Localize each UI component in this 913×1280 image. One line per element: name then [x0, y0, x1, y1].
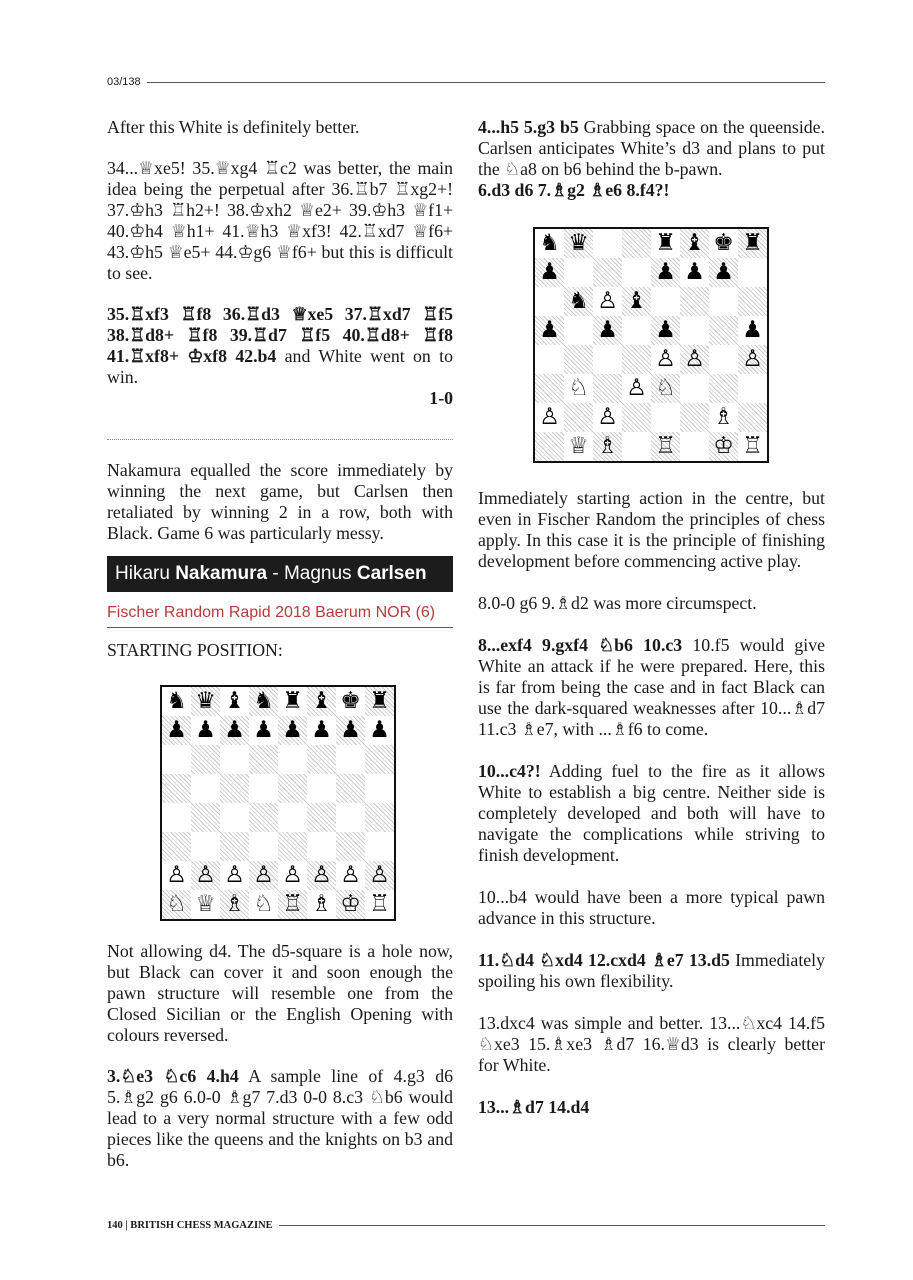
square-b4: [564, 345, 593, 374]
square-f2: [307, 861, 336, 890]
square-b3: [564, 374, 593, 403]
square-d4: [249, 803, 278, 832]
moves-line: [478, 180, 825, 201]
black-pawn-icon: ♟: [369, 717, 390, 743]
square-b1: [191, 890, 220, 919]
page-footer: [107, 1217, 825, 1233]
square-g5: [336, 774, 365, 803]
moves-paragraph: [478, 117, 825, 180]
square-e4: [278, 803, 307, 832]
square-g8: [336, 687, 365, 716]
white-bishop-icon: ♗: [597, 433, 618, 459]
black-pawn-icon: ♟: [539, 317, 560, 343]
square-g8: [709, 229, 738, 258]
square-c1: [220, 890, 249, 919]
white-pawn-icon: ♙: [253, 862, 274, 888]
black-pawn-icon: ♟: [311, 717, 332, 743]
comment-text: and White went on to win.: [107, 346, 453, 387]
title-separator: - Magnus: [267, 563, 357, 584]
square-e1: [651, 432, 680, 461]
square-b6: [191, 745, 220, 774]
square-e1: [278, 890, 307, 919]
square-c4: [220, 803, 249, 832]
square-a6: [162, 745, 191, 774]
right-column: [478, 117, 825, 1118]
black-pawn-icon: ♟: [655, 317, 676, 343]
square-d5: [622, 316, 651, 345]
black-knight-icon: ♞: [568, 288, 589, 314]
square-f4: [680, 345, 709, 374]
black-rook-icon: ♜: [369, 688, 390, 714]
square-f8: [680, 229, 709, 258]
black-pawn-icon: ♟: [713, 259, 734, 285]
square-b3: [191, 832, 220, 861]
square-e5: [651, 316, 680, 345]
square-g7: [709, 258, 738, 287]
square-f3: [307, 832, 336, 861]
square-c4: [593, 345, 622, 374]
white-king-icon: ♔: [713, 433, 734, 459]
square-b7: [564, 258, 593, 287]
square-g2: [709, 403, 738, 432]
square-g3: [709, 374, 738, 403]
dotted-divider: [107, 439, 453, 440]
start-board-wrapper: [160, 685, 453, 921]
square-f6: [307, 745, 336, 774]
square-g5: [709, 316, 738, 345]
black-rook-icon: ♜: [282, 688, 303, 714]
white-queen-icon: ♕: [568, 433, 589, 459]
white-bishop-icon: ♗: [713, 404, 734, 430]
white-rook-icon: ♖: [369, 891, 390, 917]
square-d7: [622, 258, 651, 287]
black-queen-icon: ♛: [568, 230, 589, 256]
white-pawn-icon: ♙: [224, 862, 245, 888]
square-d2: [622, 403, 651, 432]
square-h3: [738, 374, 767, 403]
moves-paragraph: [107, 304, 453, 388]
square-a7: [162, 716, 191, 745]
square-e5: [278, 774, 307, 803]
square-e6: [278, 745, 307, 774]
black-pawn-icon: ♟: [684, 259, 705, 285]
bold-moves: 6.d3 d6 7.♗g2 ♗e6 8.f4?!: [478, 180, 670, 200]
white-first-name: Hikaru: [115, 563, 176, 584]
square-f5: [680, 316, 709, 345]
square-d8: [622, 229, 651, 258]
white-pawn-icon: ♙: [742, 346, 763, 372]
square-f8: [307, 687, 336, 716]
square-f5: [307, 774, 336, 803]
black-pawn-icon: ♟: [166, 717, 187, 743]
paragraph: Nakamura equalled the score immediately by winning the next game, but Carlsen then retaliated by winning 2 in a row, both with Black. Game 6 was particularly messy.: [107, 460, 453, 543]
variation-paragraph: 34...♕xe5! 35.♕xg4 ♖c2 was better, the main idea being the perpetual after 36.♖b7 ♖xg2+! 37.♔h3 ♖h2+! 38.♔xh2 ♕e2+ 39.♔h3 ♕f1+ 40.♔h4 ♕h1+ 41.♕h3 ♕xf3! 42.♖xd7 ♕f6+ 43.♔h5 ♕e5+ 44.♔g6 ♕f6+ but this is difficult to see.: [107, 158, 453, 283]
black-knight-icon: ♞: [539, 230, 560, 256]
square-b2: [191, 861, 220, 890]
square-h2: [738, 403, 767, 432]
black-pawn-icon: ♟: [597, 317, 618, 343]
square-h6: [738, 287, 767, 316]
square-h4: [738, 345, 767, 374]
square-c3: [593, 374, 622, 403]
white-pawn-icon: ♙: [655, 346, 676, 372]
square-b8: [191, 687, 220, 716]
white-pawn-icon: ♙: [369, 862, 390, 888]
black-pawn-icon: ♟: [539, 259, 560, 285]
square-h1: [738, 432, 767, 461]
square-g1: [709, 432, 738, 461]
square-b1: [564, 432, 593, 461]
white-knight-icon: ♘: [166, 891, 187, 917]
square-h4: [365, 803, 394, 832]
square-e4: [651, 345, 680, 374]
square-e6: [651, 287, 680, 316]
square-h5: [365, 774, 394, 803]
square-f1: [307, 890, 336, 919]
square-e7: [651, 258, 680, 287]
white-pawn-icon: ♙: [282, 862, 303, 888]
black-knight-icon: ♞: [253, 688, 274, 714]
white-pawn-icon: ♙: [597, 404, 618, 430]
comment-text: Adding fuel to the fire as it allows White to establish a big centre. Neither side is completely developed and both will have to navigate the complications while striving to finish development.: [478, 761, 825, 865]
white-queen-icon: ♕: [195, 891, 216, 917]
square-d8: [249, 687, 278, 716]
bold-moves: 10...c4?!: [478, 761, 541, 781]
black-queen-icon: ♛: [195, 688, 216, 714]
moves-paragraph: [107, 1066, 453, 1171]
square-h6: [365, 745, 394, 774]
square-a2: [535, 403, 564, 432]
white-rook-icon: ♖: [282, 891, 303, 917]
comment-text: Immediately spoiling his own flexibility.: [478, 950, 825, 991]
square-d3: [249, 832, 278, 861]
white-knight-icon: ♘: [253, 891, 274, 917]
square-g7: [336, 716, 365, 745]
bold-moves: 8...exf4 9.gxf4 ♘b6 10.c3: [478, 635, 683, 655]
white-rook-icon: ♖: [742, 433, 763, 459]
page-header: [107, 74, 825, 90]
white-pawn-icon: ♙: [166, 862, 187, 888]
square-a1: [535, 432, 564, 461]
square-d1: [249, 890, 278, 919]
black-pawn-icon: ♟: [195, 717, 216, 743]
black-bishop-icon: ♝: [684, 230, 705, 256]
square-g2: [336, 861, 365, 890]
white-pawn-icon: ♙: [684, 346, 705, 372]
comment-text: Grabbing space on the queenside. Carlsen anticipates White’s d3 and plans to put the ♘a8 on b6 behind the b-pawn.: [478, 117, 825, 179]
paragraph: 10...b4 would have been a more typical pawn advance in this structure.: [478, 887, 825, 928]
black-pawn-icon: ♟: [253, 717, 274, 743]
moves-paragraph: [478, 950, 825, 992]
square-b4: [191, 803, 220, 832]
square-f1: [680, 432, 709, 461]
paragraph: 13.dxc4 was simple and better. 13...♘xc4 14.f5 ♘xe3 15.♗xe3 ♗d7 16.♕d3 is clearly better for White.: [478, 1013, 825, 1075]
square-a8: [162, 687, 191, 716]
white-rook-icon: ♖: [655, 433, 676, 459]
starting-position-board: [160, 685, 396, 921]
white-surname: Nakamura: [175, 563, 268, 584]
game-result: 1-0: [429, 388, 453, 408]
square-c8: [593, 229, 622, 258]
black-surname: Carlsen: [356, 563, 427, 584]
white-knight-icon: ♘: [655, 375, 676, 401]
bold-moves: 35.♖xf3 ♖f8 36.♖d3 ♕xe5 37.♖xd7 ♖f5 38.♖d8+ ♖f8 39.♖d7 ♖f5 40.♖d8+ ♖f8 41.♖xf8+ ♔xf8 42.b4: [107, 304, 453, 366]
footer-rule: [279, 1225, 825, 1226]
game-position-board: [533, 227, 769, 463]
square-c5: [593, 316, 622, 345]
square-c7: [220, 716, 249, 745]
square-h1: [365, 890, 394, 919]
square-g3: [336, 832, 365, 861]
black-bishop-icon: ♝: [626, 288, 647, 314]
square-h3: [365, 832, 394, 861]
event-line: Fischer Random Rapid 2018 Baerum NOR (6): [107, 592, 453, 628]
black-pawn-icon: ♟: [340, 717, 361, 743]
white-pawn-icon: ♙: [626, 375, 647, 401]
square-c8: [220, 687, 249, 716]
black-rook-icon: ♜: [742, 230, 763, 256]
square-e7: [278, 716, 307, 745]
square-c6: [220, 745, 249, 774]
square-a4: [162, 803, 191, 832]
square-f3: [680, 374, 709, 403]
black-bishop-icon: ♝: [311, 688, 332, 714]
square-e8: [278, 687, 307, 716]
square-d4: [622, 345, 651, 374]
white-pawn-icon: ♙: [597, 288, 618, 314]
comment-text: 10.f5 would give White an attack if he were prepared. Here, this is far from being the case and in fact Black can use the dark-squared weaknesses after 10...♗d7 11.c3 ♗e7, with ...♗f6 to come.: [478, 635, 825, 739]
footer-text: 140 | BRITISH CHESS MAGAZINE: [107, 1219, 273, 1231]
black-pawn-icon: ♟: [282, 717, 303, 743]
paragraph: 8.0-0 g6 9.♗d2 was more circumspect.: [478, 593, 757, 613]
square-h8: [738, 229, 767, 258]
square-c1: [593, 432, 622, 461]
square-g6: [709, 287, 738, 316]
black-rook-icon: ♜: [655, 230, 676, 256]
square-a1: [162, 890, 191, 919]
square-a6: [535, 287, 564, 316]
white-pawn-icon: ♙: [340, 862, 361, 888]
square-c7: [593, 258, 622, 287]
square-g6: [336, 745, 365, 774]
comment-text: Not allowing d4. The d5-square is a hole now, but Black can cover it and soon enough the pawn structure will resemble one from the Closed Sicilian or the English Opening with colours reversed.: [107, 941, 453, 1045]
square-h8: [365, 687, 394, 716]
square-g1: [336, 890, 365, 919]
black-king-icon: ♚: [340, 688, 361, 714]
moves-paragraph: [478, 635, 825, 740]
square-a4: [535, 345, 564, 374]
white-pawn-icon: ♙: [539, 404, 560, 430]
square-f6: [680, 287, 709, 316]
square-g4: [709, 345, 738, 374]
square-a3: [535, 374, 564, 403]
square-c5: [220, 774, 249, 803]
square-e2: [651, 403, 680, 432]
black-knight-icon: ♞: [166, 688, 187, 714]
square-a2: [162, 861, 191, 890]
square-f2: [680, 403, 709, 432]
header-rule: [147, 82, 825, 83]
square-e3: [651, 374, 680, 403]
white-king-icon: ♔: [340, 891, 361, 917]
white-bishop-icon: ♗: [224, 891, 245, 917]
square-a8: [535, 229, 564, 258]
square-e2: [278, 861, 307, 890]
square-h7: [738, 258, 767, 287]
game-board-wrapper: [533, 227, 825, 463]
square-d3: [622, 374, 651, 403]
starting-position-label: STARTING POSITION:: [107, 640, 283, 660]
square-g4: [336, 803, 365, 832]
square-b5: [191, 774, 220, 803]
black-pawn-icon: ♟: [224, 717, 245, 743]
black-bishop-icon: ♝: [224, 688, 245, 714]
bold-moves: 3.♘e3 ♘c6 4.h4: [107, 1066, 239, 1086]
moves-paragraph: [107, 941, 453, 1046]
bold-moves: 13...♗d7 14.d4: [478, 1097, 590, 1117]
square-h5: [738, 316, 767, 345]
moves-paragraph: [478, 761, 825, 866]
square-c2: [593, 403, 622, 432]
white-bishop-icon: ♗: [311, 891, 332, 917]
square-b5: [564, 316, 593, 345]
square-h2: [365, 861, 394, 890]
black-pawn-icon: ♟: [742, 317, 763, 343]
square-b2: [564, 403, 593, 432]
square-d6: [622, 287, 651, 316]
square-a5: [535, 316, 564, 345]
square-d7: [249, 716, 278, 745]
square-e3: [278, 832, 307, 861]
square-a5: [162, 774, 191, 803]
square-b8: [564, 229, 593, 258]
paragraph: After this White is definitely better.: [107, 117, 360, 137]
left-column: [107, 117, 453, 1171]
page-reference: 03/138: [107, 76, 141, 88]
paragraph: Immediately starting action in the centre, but even in Fischer Random the principles of chess apply. In this case it is the principle of finishing development before commencing active play.: [478, 488, 825, 571]
square-a3: [162, 832, 191, 861]
square-d6: [249, 745, 278, 774]
square-f7: [680, 258, 709, 287]
square-b7: [191, 716, 220, 745]
black-pawn-icon: ♟: [655, 259, 676, 285]
square-c6: [593, 287, 622, 316]
square-e8: [651, 229, 680, 258]
square-c2: [220, 861, 249, 890]
white-knight-icon: ♘: [568, 375, 589, 401]
moves-line: [478, 1097, 825, 1118]
square-a7: [535, 258, 564, 287]
black-king-icon: ♚: [713, 230, 734, 256]
square-f7: [307, 716, 336, 745]
square-d1: [622, 432, 651, 461]
game-title-bar: [107, 556, 453, 592]
square-c3: [220, 832, 249, 861]
bold-moves: 11.♘d4 ♘xd4 12.cxd4 ♗e7 13.d5: [478, 950, 730, 970]
square-d2: [249, 861, 278, 890]
square-b6: [564, 287, 593, 316]
white-pawn-icon: ♙: [195, 862, 216, 888]
square-d5: [249, 774, 278, 803]
comment-text: A sample line of 4.g3 d6 5.♗g2 g6 6.0-0 ♗g7 7.d3 0-0 8.c3 ♘b6 would lead to a very normal structure with a few odd pieces like the queens and the knights on b3 and b6.: [107, 1066, 453, 1170]
white-pawn-icon: ♙: [311, 862, 332, 888]
square-f4: [307, 803, 336, 832]
square-h7: [365, 716, 394, 745]
bold-moves: 4...h5 5.g3 b5: [478, 117, 579, 137]
